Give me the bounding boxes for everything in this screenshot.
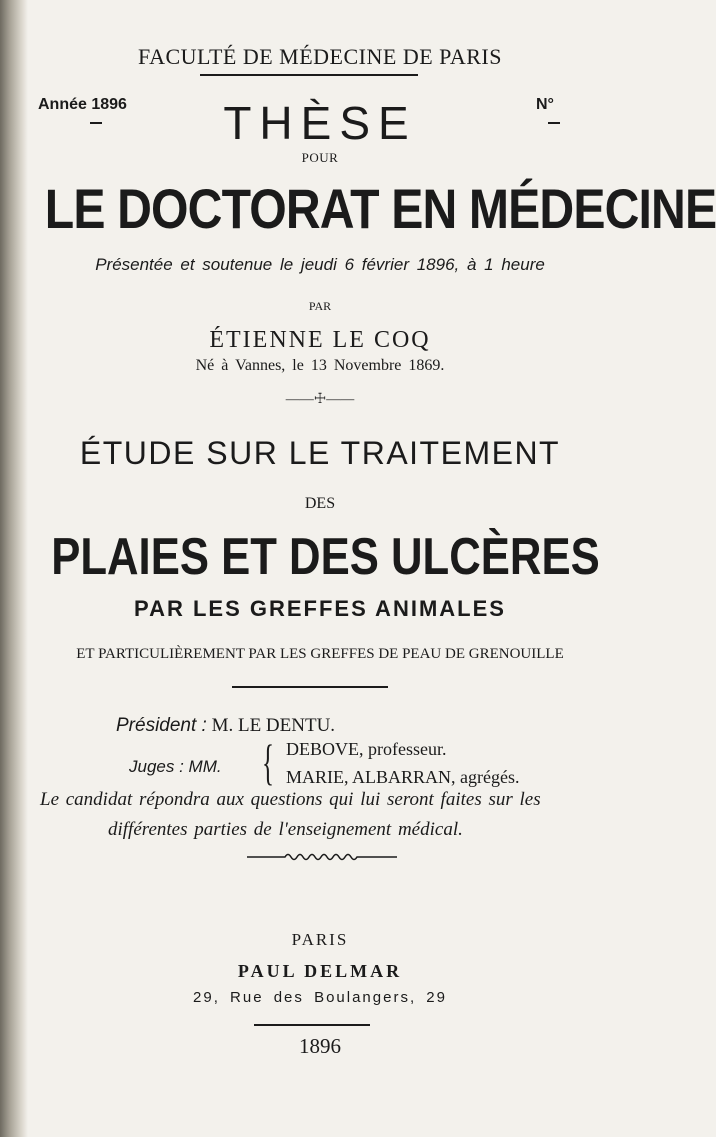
jury-brace: { <box>262 734 274 790</box>
pour-text: POUR <box>301 150 339 165</box>
title-line-1: ÉTUDE SUR LE TRAITEMENT <box>79 435 561 471</box>
imprint-year: 1896 <box>299 1034 341 1058</box>
wavy-rule-ornament <box>247 851 397 863</box>
title-line-4: PAR LES GREFFES ANIMALES <box>134 596 506 621</box>
number-blank <box>548 122 560 124</box>
faculty-underline <box>200 74 418 76</box>
president-name: M. LE DENTU. <box>211 715 336 736</box>
number-label: N° <box>536 96 554 113</box>
juges-line-2: MARIE, ALBARRAN, agrégés. <box>286 767 520 787</box>
title-line-2: DES <box>304 495 336 512</box>
candidate-note-line-1: Le candidat répondra aux questions qui lui seront faites sur les <box>40 789 541 810</box>
author-name: ÉTIENNE LE COQ <box>209 327 431 353</box>
year-label: Année 1896 <box>38 96 127 113</box>
imprint-publisher: PAUL DELMAR <box>237 961 403 981</box>
title-line-5: ET PARTICULIÈREMENT PAR LES GREFFES DE PEAU DE GRENOUILLE <box>76 646 564 662</box>
candidate-note-line-2: différentes parties de l'enseignement médical. <box>108 819 463 840</box>
degree-heading: LE DOCTORAT EN MÉDECINE <box>44 177 716 240</box>
thesis-heading: THÈSE <box>223 97 417 149</box>
jury-president <box>116 715 335 737</box>
president-label: Président : <box>116 715 207 736</box>
presentation-date: Présentée et soutenue le jeudi 6 février 1896, à 1 heure <box>95 255 545 274</box>
imprint-rule <box>254 1024 370 1026</box>
par-text: PAR <box>308 299 332 313</box>
juges-line-1: DEBOVE, professeur. <box>286 739 447 759</box>
ornament-divider: ——☩—— <box>285 392 355 407</box>
juges-label: Juges : MM. <box>129 757 222 776</box>
author-birth: Né à Vannes, le 13 Novembre 1869. <box>195 357 445 374</box>
title-rule <box>232 686 388 688</box>
imprint-address: 29, Rue des Boulangers, 29 <box>193 989 447 1006</box>
faculty-heading: FACULTÉ DE MÉDECINE DE PARIS <box>138 44 502 69</box>
title-line-3: PLAIES ET DES ULCÈRES <box>51 528 600 586</box>
imprint-city: PARIS <box>291 930 349 949</box>
